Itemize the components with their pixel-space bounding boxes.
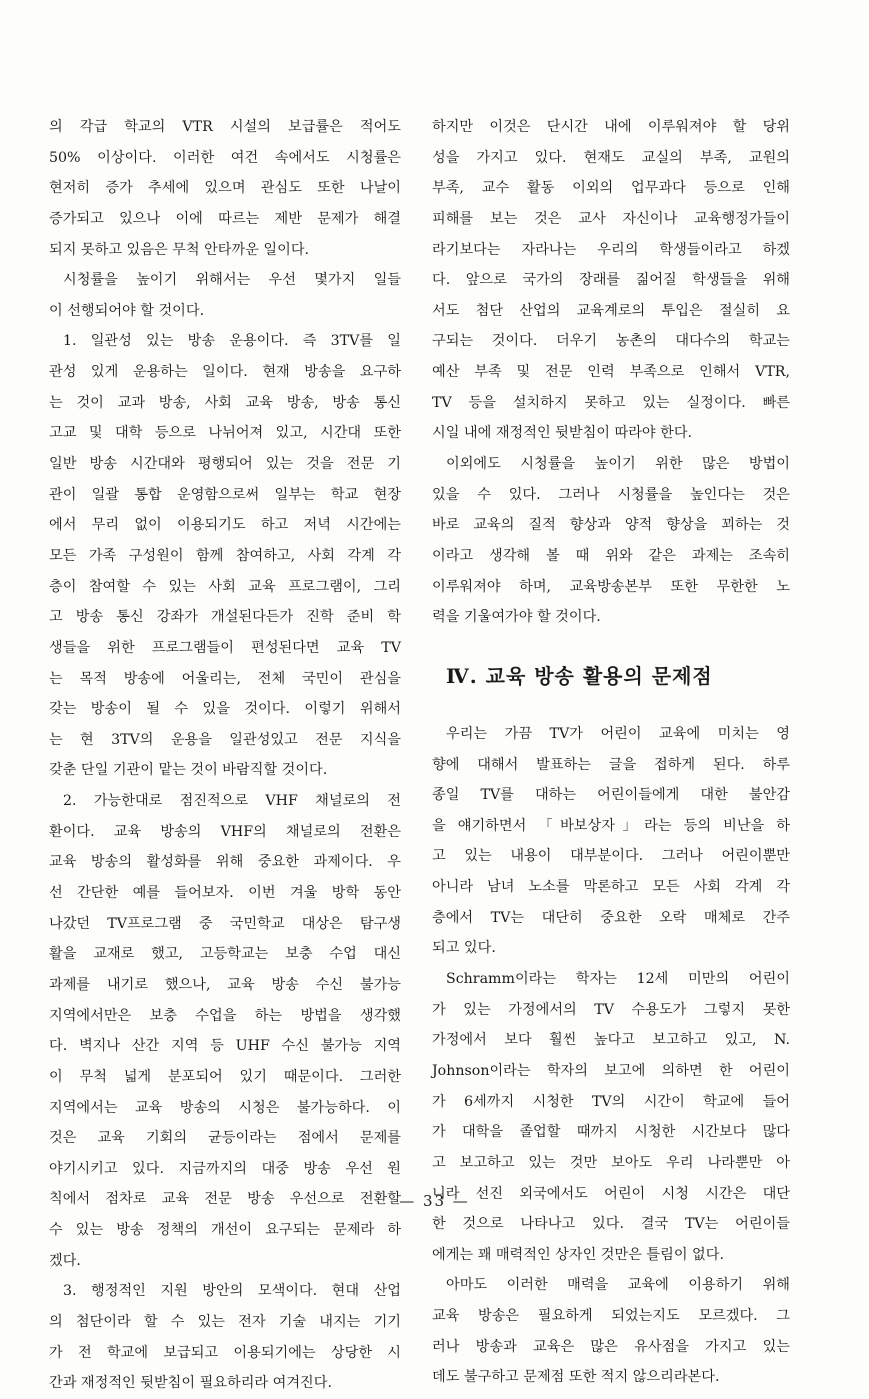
text-line: 가정에서 보다 훨씬 높다고 보고하고 있고, N. bbox=[432, 1032, 790, 1049]
text-line: 아니라 남녀 노소를 막론하고 모든 사회 각계 각 bbox=[432, 879, 790, 896]
text-line: 의 첨단이라 할 수 있는 전자 기술 내지는 기기 bbox=[49, 1313, 401, 1330]
text-line: 갖춘 단일 기관이 맡는 것이 바람직할 것이다. bbox=[49, 762, 328, 779]
page-number: — 33 — bbox=[399, 1192, 470, 1210]
text-line: 을 얘기하면서 「바보상자」라는 등의 비난을 하 bbox=[432, 817, 790, 834]
text-line: 라기보다는 자라나는 우리의 학생들이라고 하겠 bbox=[432, 241, 790, 258]
text-line: 이루워져야 하며, 교육방송본부 또한 무한한 노 bbox=[432, 578, 790, 595]
text-line: 다. 앞으로 국가의 장래를 짊어질 학생들을 위해 bbox=[432, 272, 790, 289]
text-line: 는 것이 교과 방송, 사회 교육 방송, 방송 통신 bbox=[49, 394, 401, 411]
text-line: 시청률을 높이기 위해서는 우선 몇가지 일들 bbox=[63, 272, 401, 289]
text-line: 지역에서는 교육 방송의 시청은 불가능하다. 이 bbox=[49, 1099, 401, 1116]
text-line: 관성 있게 운용하는 일이다. 현재 방송을 요구하 bbox=[49, 364, 401, 381]
text-line: 현저히 증가 추세에 있으며 관심도 또한 나날이 bbox=[49, 180, 401, 197]
text-line: 환이다. 교육 방송의 VHF의 채널로의 전환은 bbox=[49, 823, 401, 840]
text-line: 가 6세까지 시청한 TV의 시간이 학교에 들어 bbox=[432, 1093, 790, 1110]
text-line: 되지 못하고 있음은 무척 안타까운 일이다. bbox=[49, 241, 310, 258]
text-line: 50% 이상이다. 이러한 여건 속에서도 시청률은 bbox=[49, 149, 401, 166]
text-line: 것은 교육 기회의 균등이라는 점에서 문제를 bbox=[49, 1130, 401, 1147]
text-line: 부족, 교수 활동 이외의 업무과다 등으로 인해 bbox=[432, 180, 790, 197]
text-line: 칙에서 점차로 교육 전문 방송 우선으로 전환할 bbox=[49, 1191, 401, 1208]
text-line: 의 각급 학교의 VTR 시설의 보급률은 적어도 bbox=[49, 119, 401, 135]
text-line: Schramm이라는 학자는 12세 미만의 어린이 bbox=[446, 971, 790, 988]
text-line: 간과 재정적인 뒷받침이 필요하리라 여겨진다. bbox=[49, 1375, 332, 1392]
text-line: 일반 방송 시간대와 평행되어 있는 것을 전문 기 bbox=[49, 456, 401, 473]
text-line: 한 것으로 나타나고 있다. 결국 TV는 어린이들 bbox=[432, 1216, 790, 1233]
text-line: 과제를 내기로 했으나, 교육 방송 수신 불가능 bbox=[49, 976, 401, 993]
text-line: 서도 첨단 산업의 교육계로의 투입은 절실히 요 bbox=[432, 302, 790, 319]
text-line: 이외에도 시청률을 높이기 위한 많은 방법이 bbox=[446, 456, 790, 473]
text-line: 관이 일괄 통합 운영함으로써 일부는 학교 현장 bbox=[49, 486, 401, 503]
text-line: 선 간단한 예를 들어보자. 이번 겨울 방학 동안 bbox=[49, 885, 401, 902]
text-line: 겠다. bbox=[49, 1252, 81, 1269]
text-line: 교육 방송의 활성화를 위해 중요한 과제이다. 우 bbox=[49, 854, 401, 871]
text-line: 3. 행정적인 지원 방안의 모색이다. 현대 산업 bbox=[63, 1283, 401, 1300]
right-column-bottom-text bbox=[432, 719, 790, 1393]
text-line: 모든 가족 구성원이 함께 참여하고, 사회 각계 각 bbox=[49, 547, 401, 564]
text-line: 가 있는 가정에서의 TV 수용도가 그렇지 못한 bbox=[432, 1001, 790, 1018]
text-line: 이 선행되어야 할 것이다. bbox=[49, 302, 205, 319]
text-line: 바로 교육의 질적 향상과 양적 향상을 꾀하는 것 bbox=[432, 517, 790, 534]
text-line: 에서 무리 없이 이용되기도 하고 저녁 시간에는 bbox=[49, 517, 401, 534]
text-line: 있을 수 있다. 그러나 시청률을 높인다는 것은 bbox=[432, 486, 790, 503]
section-gap bbox=[432, 633, 790, 655]
text-line: 향에 대해서 발표하는 글을 접하게 된다. 하루 bbox=[432, 756, 790, 773]
section-heading: Ⅳ. 교육 방송 활용의 문제점 bbox=[446, 663, 713, 688]
text-line: 나갔던 TV프로그램 중 국민학교 대상은 탐구생 bbox=[49, 915, 401, 932]
text-line: 층에서 TV는 대단히 중요한 오락 매체로 간주 bbox=[432, 909, 790, 926]
text-line: 교육 방송은 필요하게 되었는지도 모르겠다. 그 bbox=[432, 1308, 790, 1325]
text-line: 러나 방송과 교육은 많은 유사점을 가지고 있는 bbox=[432, 1338, 790, 1355]
text-line: 아마도 이러한 매력을 교육에 이용하기 위해 bbox=[446, 1277, 790, 1294]
text-line: 우리는 가끔 TV가 어린이 교육에 미치는 영 bbox=[446, 725, 790, 742]
text-line: 증가되고 있으나 이에 따르는 제반 문제가 해결 bbox=[49, 210, 401, 227]
text-line: 야기시키고 있다. 지금까지의 대중 방송 우선 원 bbox=[49, 1160, 401, 1177]
text-line: 구되는 것이다. 더우기 농촌의 대다수의 학교는 bbox=[432, 333, 790, 350]
text-line: 에게는 꽤 매력적인 상자인 것만은 틀림이 없다. bbox=[432, 1246, 724, 1263]
text-line: 고 방송 통신 강좌가 개설된다든가 진학 준비 학 bbox=[49, 609, 401, 626]
text-line: 고 보고하고 있는 것만 보아도 우리 나라뿐만 아 bbox=[432, 1154, 790, 1171]
text-line: Johnson이라는 학자의 보고에 의하면 한 어린이 bbox=[432, 1062, 790, 1079]
text-line: 1. 일관성 있는 방송 운용이다. 즉 3TV를 일 bbox=[63, 333, 401, 350]
text-line: 갖는 방송이 될 수 있을 것이다. 이렇기 위해서 bbox=[49, 701, 401, 718]
text-line: 는 현 3TV의 운용을 일관성있고 전문 지식을 bbox=[49, 731, 401, 748]
text-line: 니라 선진 외국에서도 어린이 시청 시간은 대단 bbox=[432, 1185, 790, 1202]
text-line: 종일 TV를 대하는 어린이들에게 대한 불안감 bbox=[432, 787, 790, 804]
text-line: 성을 가지고 있다. 현재도 교실의 부족, 교원의 bbox=[432, 149, 790, 166]
text-line: 는 목적 방송에 어울리는, 전체 국민이 관심을 bbox=[49, 670, 401, 687]
text-line: 수 있는 방송 정책의 개선이 요구되는 문제라 하 bbox=[49, 1222, 401, 1239]
text-line: 이라고 생각해 볼 때 위와 같은 과제는 조속히 bbox=[432, 547, 790, 564]
text-line: 층이 참여할 수 있는 사회 교육 프로그램이, 그리 bbox=[49, 578, 401, 595]
text-line: 가 전 학교에 보급되고 이용되기에는 상당한 시 bbox=[49, 1344, 401, 1361]
right-column-top-text bbox=[432, 112, 790, 633]
text-line: 생들을 위한 프로그램들이 편성된다면 교육 TV bbox=[49, 639, 401, 656]
text-line: 예산 부족 및 전문 인력 부족으로 인해서 VTR, bbox=[432, 364, 790, 381]
text-line: 다. 벽지나 산간 지역 등 UHF 수신 불가능 지역 bbox=[49, 1038, 401, 1055]
text-line: 지역에서만은 보충 수업을 하는 방법을 생각했 bbox=[49, 1007, 401, 1024]
text-line: 2. 가능한대로 점진적으로 VHF 채널로의 전 bbox=[63, 793, 401, 810]
text-line: 이 무척 넓게 분포되어 있기 때문이다. 그러한 bbox=[49, 1068, 401, 1085]
text-line: 활을 교재로 했고, 고등학교는 보충 수업 대신 bbox=[49, 946, 401, 963]
text-line: 데도 불구하고 문제점 또한 적지 않으리라본다. bbox=[432, 1369, 720, 1386]
text-line: 피해를 보는 것은 교사 자신이나 교육행정가들이 bbox=[432, 210, 790, 227]
text-line: 가 대학을 졸업할 때까지 시청한 시간보다 많다 bbox=[432, 1124, 790, 1141]
text-line: 고교 및 대학 등으로 나뉘어져 있고, 시간대 또한 bbox=[49, 425, 401, 442]
text-line: 하지만 이것은 단시간 내에 이루워져야 할 당위 bbox=[432, 119, 790, 135]
text-line: 시일 내에 재정적인 뒷받침이 따라야 한다. bbox=[432, 425, 693, 442]
text-line: 되고 있다. bbox=[432, 940, 496, 957]
text-line: 고 있는 내용이 대부분이다. 그러나 어린이뿐만 bbox=[432, 848, 790, 865]
text-line: TV 등을 설치하지 못하고 있는 실정이다. 빠른 bbox=[432, 394, 790, 411]
section-gap-after bbox=[432, 697, 790, 719]
text-line: 력을 기울여가야 할 것이다. bbox=[432, 609, 601, 626]
